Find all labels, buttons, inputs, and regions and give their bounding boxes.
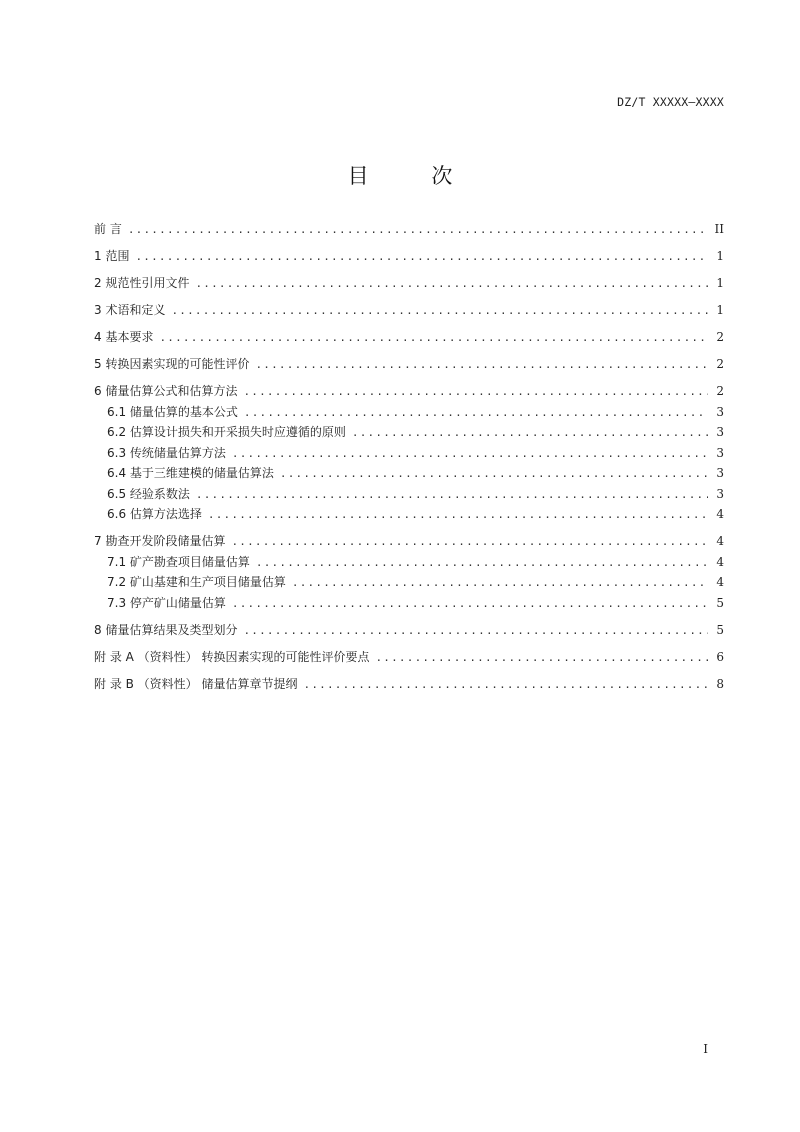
toc-entry-page: 3: [716, 425, 724, 439]
toc-entry-page: 2: [716, 330, 724, 344]
toc-entry-page: 2: [716, 384, 724, 398]
toc-dot-leader: [375, 651, 708, 664]
toc-entry[interactable]: [94, 621, 724, 642]
toc-entry[interactable]: [94, 328, 724, 349]
toc-entry[interactable]: [94, 274, 724, 295]
toc-entry-page: 3: [716, 466, 724, 480]
toc-dot-leader: [196, 488, 708, 501]
toc-entry-label: 6 储量估算公式和估算方法: [94, 384, 238, 398]
toc-entry[interactable]: [94, 220, 724, 241]
page-number: I: [703, 1042, 708, 1056]
toc-dot-leader: [244, 406, 708, 419]
toc-dot-leader: [304, 678, 709, 691]
toc-entry-page: 4: [716, 534, 724, 548]
toc-title: 目 次: [347, 164, 481, 188]
toc-entry-label: 6.6 估算方法选择: [107, 507, 202, 521]
toc-entry-label: 7.2 矿山基建和生产项目储量估算: [107, 575, 286, 589]
toc-entry-label: 1 范围: [94, 249, 130, 263]
toc-entry[interactable]: [94, 247, 724, 268]
toc-entry-label: 7 勘查开发阶段储量估算: [94, 534, 226, 548]
toc-entry-label: 附 录 B （资料性） 储量估算章节提纲: [94, 676, 298, 691]
standard-code: DZ/T XXXXX—XXXX: [617, 95, 724, 109]
toc-entry[interactable]: [94, 594, 724, 615]
toc-dot-leader: [195, 277, 708, 290]
toc-dot-leader: [135, 250, 708, 263]
toc-entry-label: 4 基本要求: [94, 330, 154, 344]
toc-entry[interactable]: [94, 505, 724, 526]
toc-entry-label: 5 转换因素实现的可能性评价: [94, 357, 250, 371]
toc-entry-label: 2 规范性引用文件: [94, 276, 190, 290]
toc-dot-leader: [243, 624, 708, 637]
toc-entry-label: 8 储量估算结果及类型划分: [94, 622, 238, 637]
toc-entry[interactable]: [94, 532, 724, 553]
toc-entry-label: 6.5 经验系数法: [107, 486, 190, 501]
toc-dot-leader: [231, 535, 708, 548]
toc-entry[interactable]: [94, 573, 724, 594]
toc-dot-leader: [208, 508, 708, 521]
toc-entry-page: 3: [716, 404, 724, 419]
toc-entry-page: 3: [716, 445, 724, 460]
toc-entry[interactable]: [94, 444, 724, 465]
toc-entry-label: 前 言: [94, 222, 122, 236]
toc-dot-leader: [256, 556, 708, 569]
toc-entry-label: 6.1 储量估算的基本公式: [107, 404, 238, 419]
toc-entry-label: 7.1 矿产勘查项目储量估算: [107, 554, 250, 569]
toc-entry-page: 1: [716, 249, 724, 263]
toc-entry[interactable]: [94, 301, 724, 322]
toc-entry[interactable]: [94, 382, 724, 403]
toc-entry-label: 6.4 基于三维建模的储量估算法: [107, 466, 274, 480]
toc-dot-leader: [232, 447, 708, 460]
toc-entry-page: 6: [716, 649, 724, 664]
toc-entry[interactable]: [94, 485, 724, 506]
toc-dot-leader: [128, 223, 708, 236]
toc-entry-label: 3 术语和定义: [94, 303, 166, 317]
toc-entry-page: 4: [716, 507, 724, 521]
toc-entry-label: 6.3 传统储量估算方法: [107, 445, 226, 460]
toc-entry-page: II: [714, 222, 724, 236]
toc-entry-page: 4: [716, 575, 724, 589]
toc-entry-page: 1: [716, 276, 724, 290]
toc-dot-leader: [280, 467, 708, 480]
toc-entry[interactable]: [94, 648, 724, 669]
toc-dot-leader: [292, 576, 708, 589]
toc-entry-page: 4: [716, 554, 724, 569]
toc-entry-page: 1: [716, 303, 724, 317]
toc-dot-leader: [171, 304, 708, 317]
toc-entry[interactable]: [94, 355, 724, 376]
toc-entry[interactable]: [94, 553, 724, 574]
toc-entry-label: 7.3 停产矿山储量估算: [107, 595, 226, 610]
toc-entry-page: 3: [716, 486, 724, 501]
toc-entry-page: 5: [716, 595, 724, 610]
toc-dot-leader: [255, 358, 708, 371]
toc-entry-label: 6.2 估算设计损失和开采损失时应遵循的原则: [107, 425, 346, 439]
toc-entry-page: 2: [716, 357, 724, 371]
toc-entry[interactable]: [94, 423, 724, 444]
toc-entry[interactable]: [94, 403, 724, 424]
toc-dot-leader: [352, 426, 708, 439]
toc-entry[interactable]: [94, 675, 724, 696]
toc-dot-leader: [159, 331, 708, 344]
toc-entry-page: 5: [716, 622, 724, 637]
toc-entry-label: 附 录 A （资料性） 转换因素实现的可能性评价要点: [94, 649, 370, 664]
toc-dot-leader: [243, 385, 708, 398]
toc-dot-leader: [232, 597, 708, 610]
table-of-contents: [94, 220, 724, 695]
toc-entry[interactable]: [94, 464, 724, 485]
toc-entry-page: 8: [716, 676, 724, 691]
